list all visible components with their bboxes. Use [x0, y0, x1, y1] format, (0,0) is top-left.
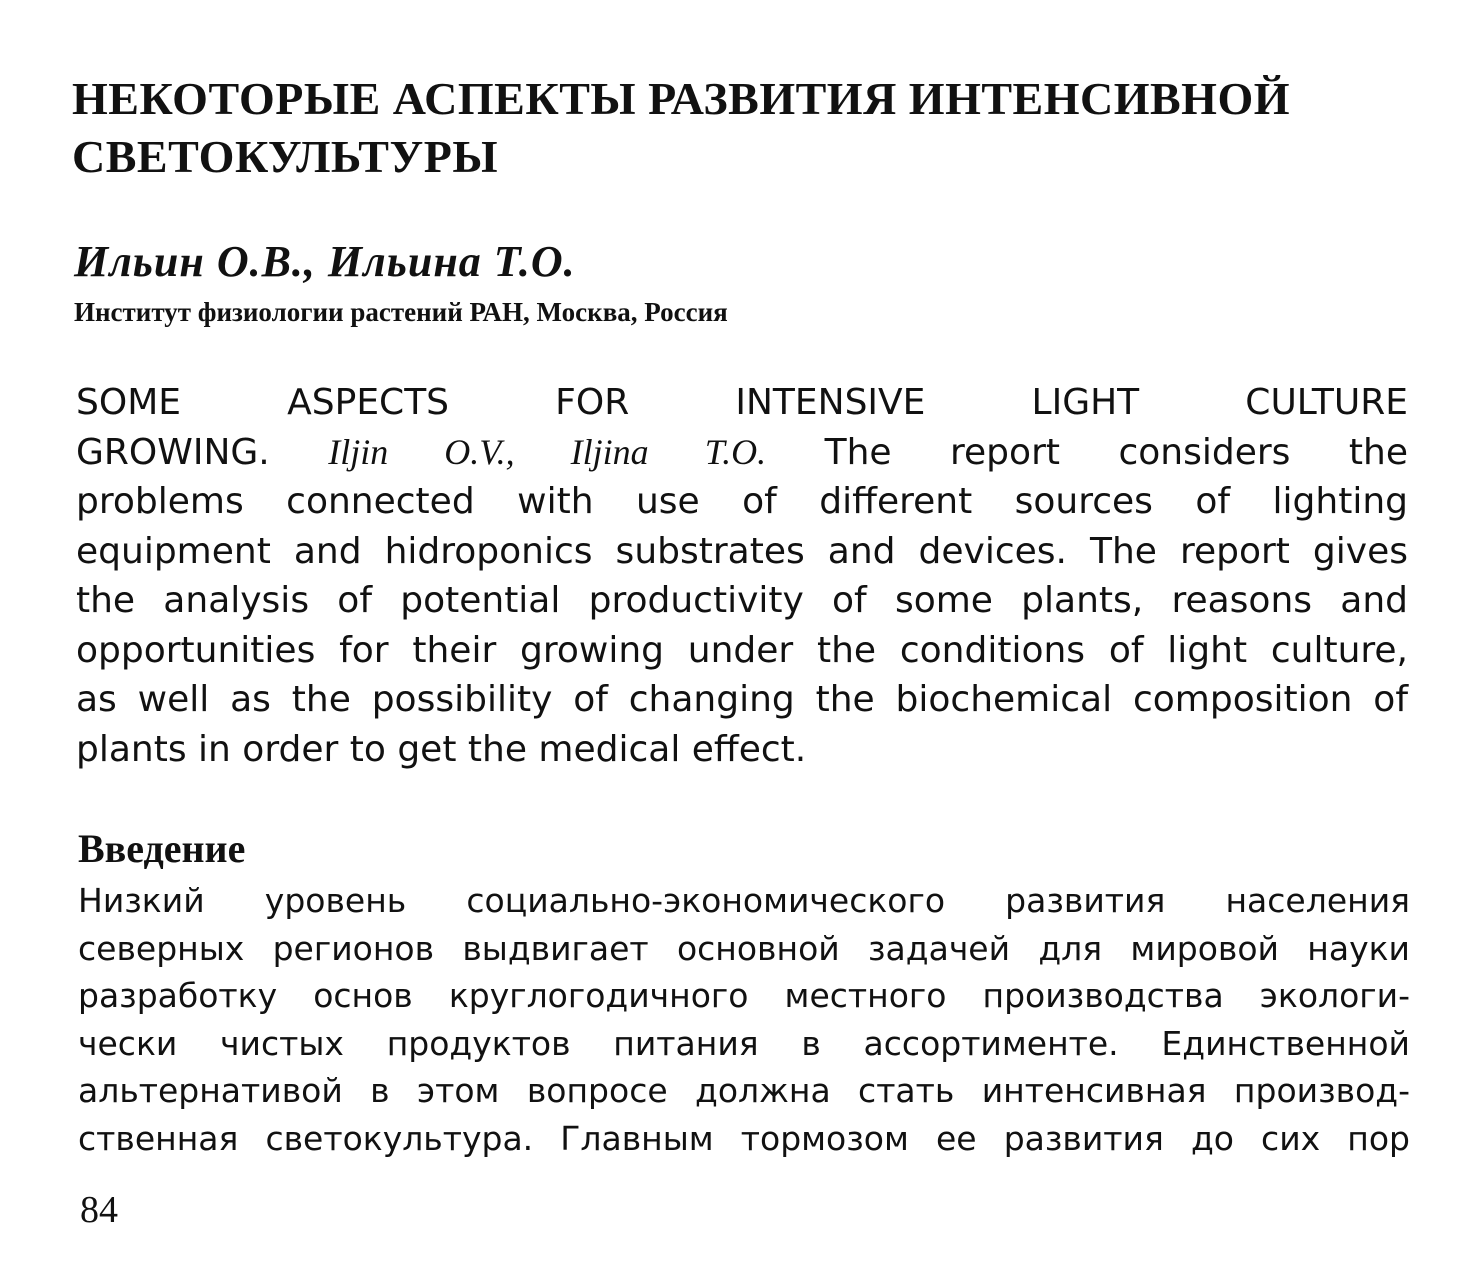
abstract-title-end: GROWING. — [76, 431, 270, 473]
introduction-text — [78, 877, 1410, 1162]
article-title-line-1: НЕКОТОРЫЕ АСПЕКТЫ РАЗВИТИЯ ИНТЕНСИВНОЙ — [72, 73, 1291, 124]
article-title-line-2: СВЕТОКУЛЬТУРЫ — [72, 131, 499, 182]
abstract-line: opportunities for their growing under the conditions of light culture, — [76, 629, 1408, 671]
abstract-text-start: The report considers the — [824, 431, 1408, 473]
abstract-line: SOME ASPECTS FOR INTENSIVE LIGHT CULTURE — [76, 382, 1408, 423]
intro-line: чески чистых продуктов питания в ассортименте. Единственной — [78, 1023, 1410, 1063]
intro-line: разработку основ круглогодичного местного производства экологи- — [78, 976, 1410, 1015]
abstract-line: equipment and hidroponics substrates and devices. The report gives — [76, 530, 1408, 572]
abstract-line: as well as the possibility of changing the biochemical composition of — [76, 679, 1408, 720]
abstract-line: problems connected with use of different sources of lighting — [76, 481, 1408, 522]
authors: Ильин О.В., Ильина Т.О. — [74, 237, 576, 286]
abstract-line — [76, 428, 1408, 478]
intro-line: северных регионов выдвигает основной задачей для мировой науки — [78, 928, 1410, 968]
abstract-line: the analysis of potential productivity of some plants, reasons and — [76, 580, 1408, 621]
intro-line: ственная светокультура. Главным тормозом ее развития до сих пор — [78, 1118, 1410, 1158]
english-abstract — [76, 378, 1408, 774]
abstract-line: plants in order to get the medical effect. — [76, 728, 807, 770]
affiliation: Институт физиологии растений РАН, Москва, Россия — [74, 297, 728, 327]
intro-line: альтернативой в этом вопросе должна стать интенсивная производ- — [78, 1071, 1410, 1110]
article-title — [72, 70, 1412, 186]
page-number: 84 — [80, 1189, 118, 1231]
section-heading: Введение — [78, 826, 246, 871]
abstract-authors: Iljin O.V., Iljina T.O. — [328, 431, 767, 472]
intro-line: Низкий уровень социально-экономического развития населения — [78, 881, 1410, 920]
